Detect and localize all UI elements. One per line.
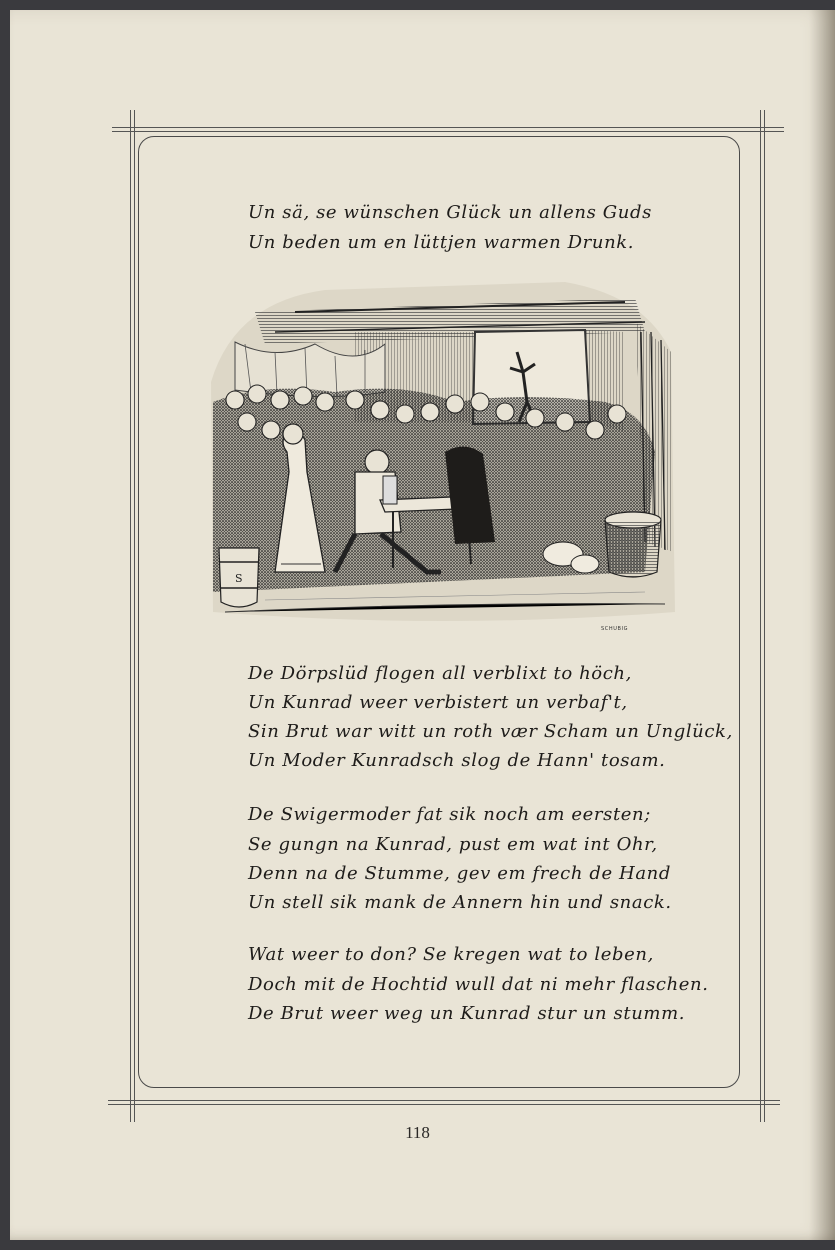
frame-rule-bottom-1 <box>108 1100 780 1101</box>
svg-text:S: S <box>235 572 243 585</box>
verse-line: Denn na de Stumme, gev em frech de Hand <box>248 863 671 884</box>
verse-line: De Brut weer weg un Kunrad stur un stumm. <box>248 1003 686 1024</box>
frame-rule-bottom-2 <box>108 1104 780 1105</box>
verse-line: De Swigermoder fat sik noch am eersten; <box>248 804 651 825</box>
verse-line: Doch mit de Hochtid wull dat ni mehr flaschen. <box>248 974 709 995</box>
verse-line: Un stell sik mank de Annern hin und snack. <box>248 892 672 913</box>
verse-line: Un sä, se wünschen Glück un allens Guds <box>248 202 652 223</box>
illustration-signature: SCHUBIG <box>601 626 629 632</box>
frame-rule-left-1 <box>130 110 131 1122</box>
page-spine-shadow <box>809 10 835 1240</box>
frame-rule-right-2 <box>764 110 765 1122</box>
verse-line: Se gungn na Kunrad, pust em wat int Ohr, <box>248 834 658 855</box>
verse-line: Wat weer to don? Se kregen wat to leben, <box>248 944 654 965</box>
verse-line: Sin Brut war witt un roth vær Scham un Unglück, <box>248 721 733 742</box>
verse-line: Un beden um en lüttjen warmen Drunk. <box>248 232 635 253</box>
frame-rule-top-1 <box>112 127 784 128</box>
verse-line: Un Kunrad weer verbistert un verbaf't, <box>248 692 628 713</box>
engraving-illustration <box>205 272 677 640</box>
verse-line: De Dörpslüd flogen all verblixt to höch, <box>248 663 632 684</box>
frame-rule-left-2 <box>134 110 135 1122</box>
verse-line: Un Moder Kunradsch slog de Hann' tosam. <box>248 750 666 771</box>
frame-rule-right-1 <box>760 110 761 1122</box>
page-number: 118 <box>405 1123 430 1142</box>
frame-rule-top-2 <box>112 131 784 132</box>
